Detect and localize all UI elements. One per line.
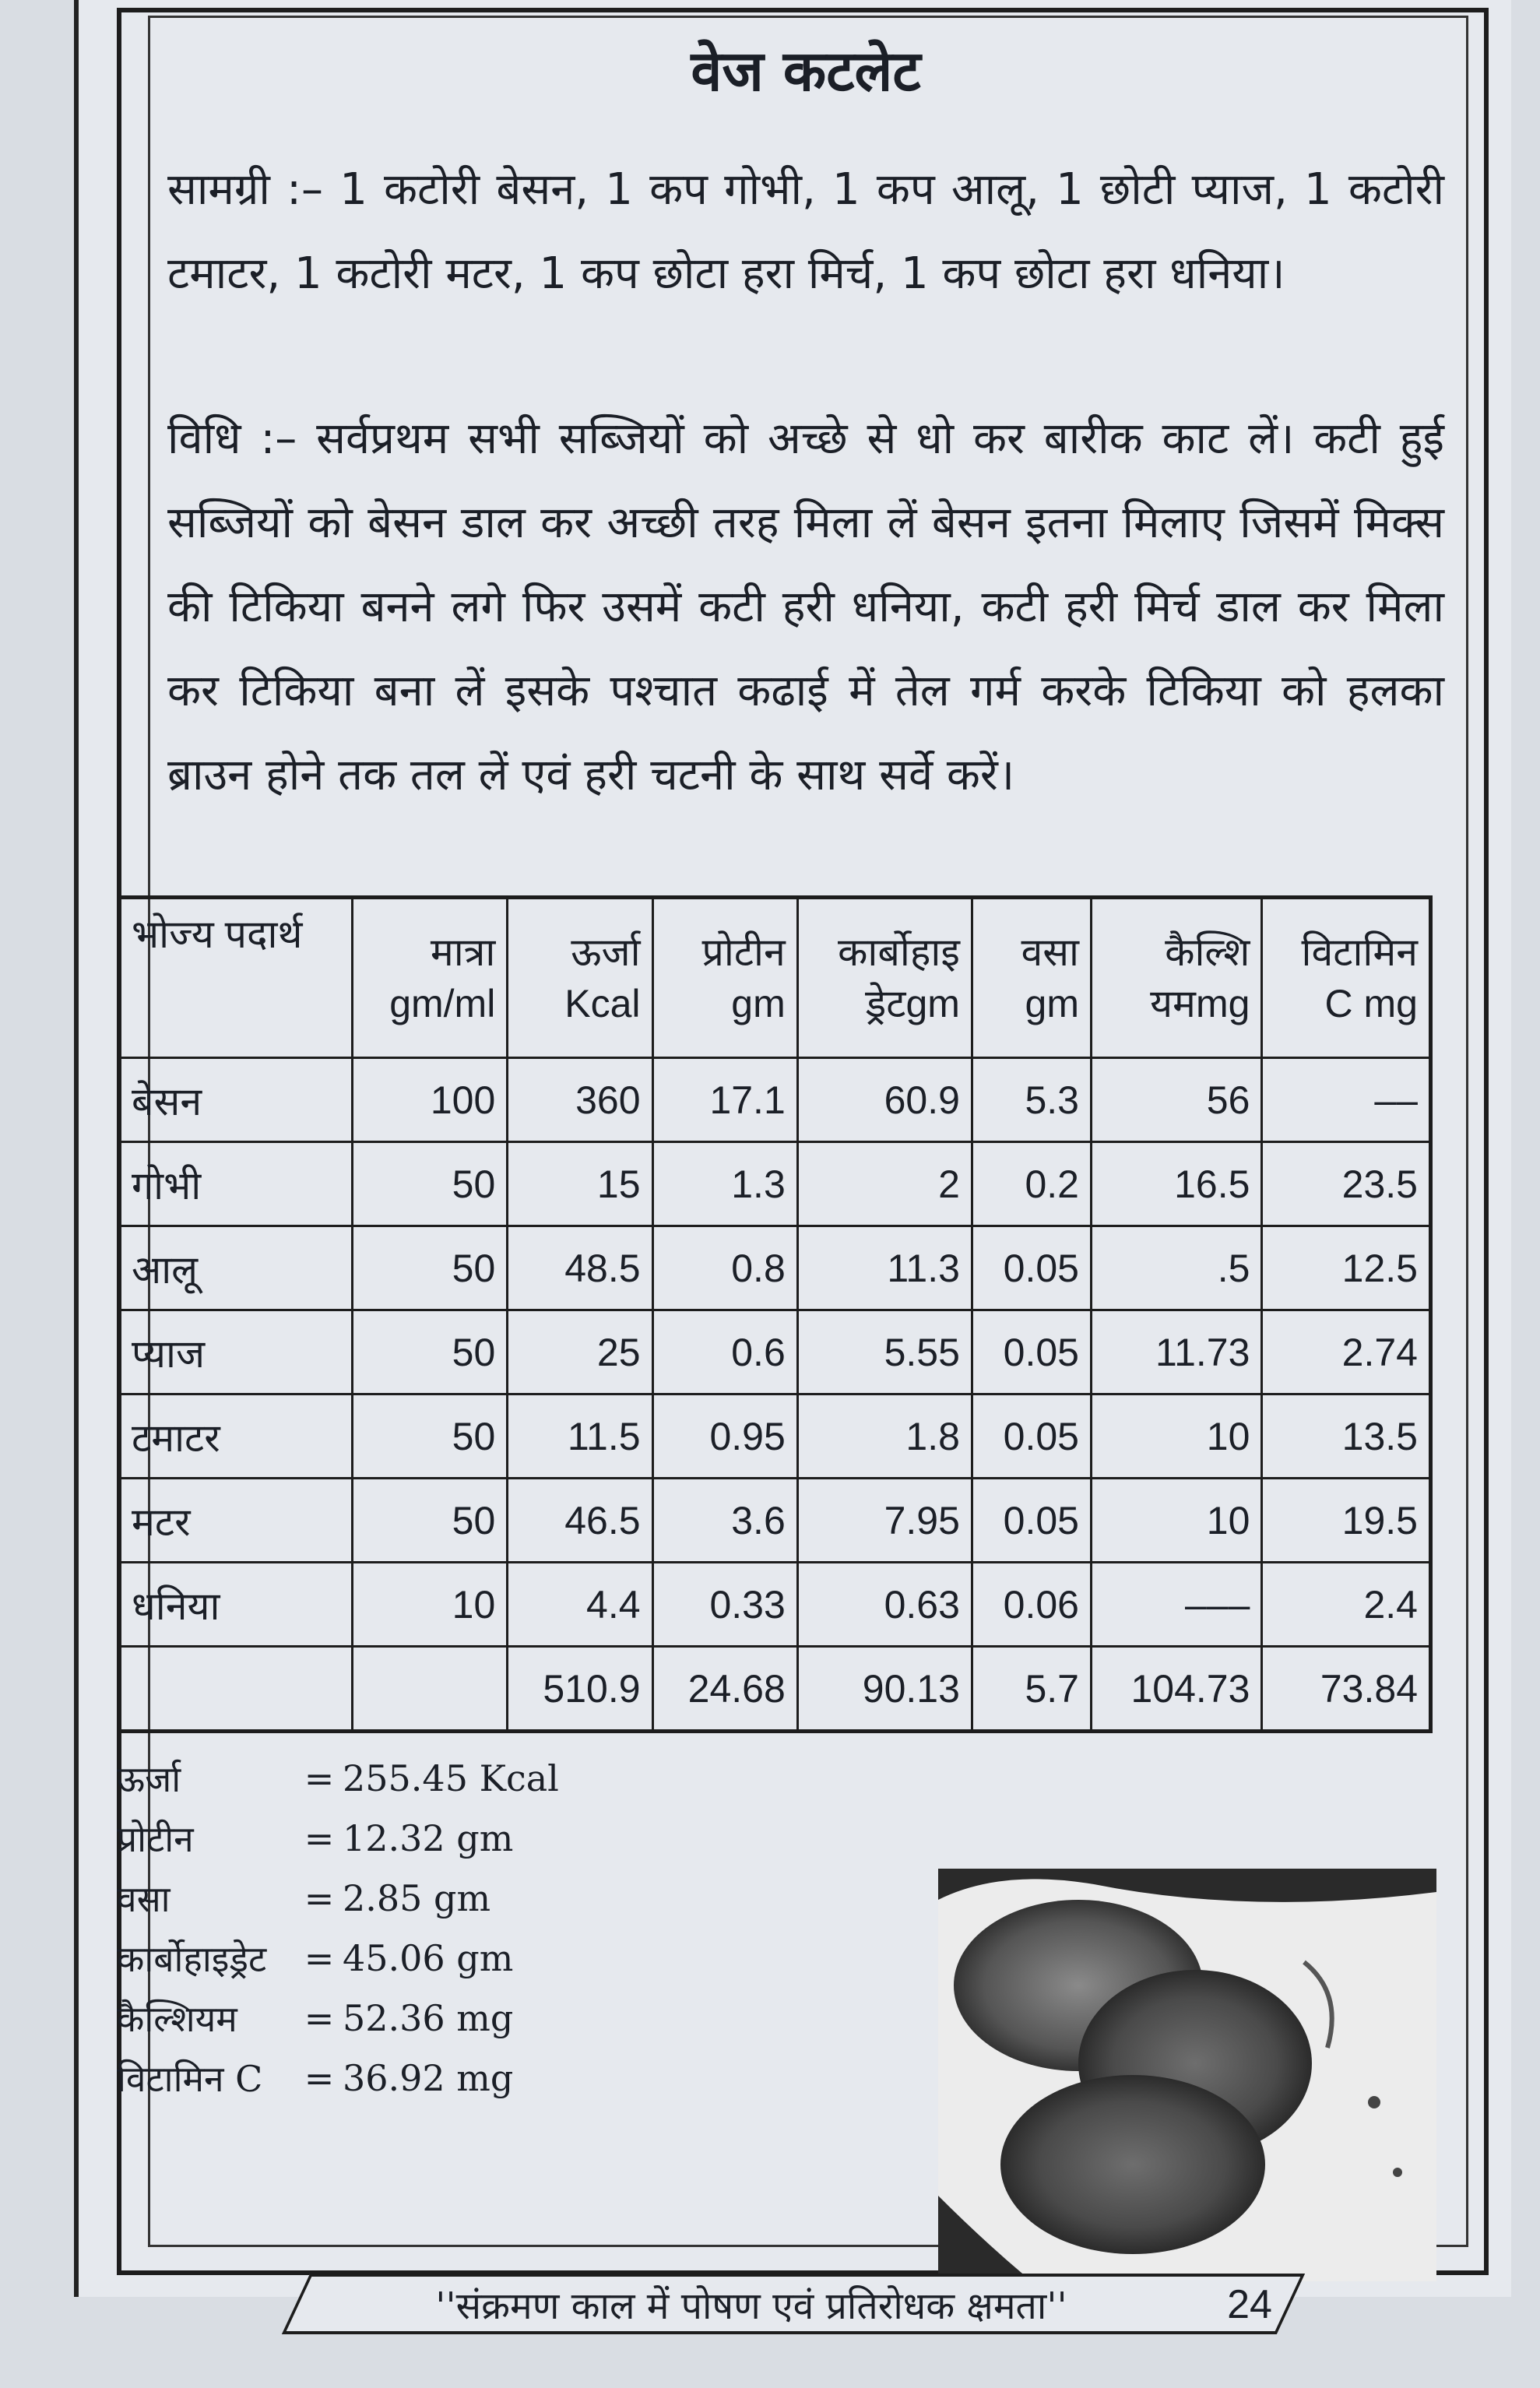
summary-row	[117, 1748, 662, 1808]
cell-fat: 0.2	[972, 1142, 1091, 1226]
table-total-row	[119, 1647, 1431, 1732]
cell-fat: 5.7	[972, 1647, 1091, 1732]
header-calcium	[1092, 898, 1262, 1058]
cell-energy: 11.5	[508, 1394, 652, 1479]
cell-food: धनिया	[119, 1563, 353, 1647]
cell-protein: 3.6	[652, 1479, 797, 1563]
summary-row	[117, 1928, 662, 1988]
header-food	[119, 898, 353, 1058]
cell-energy: 4.4	[508, 1563, 652, 1647]
cell-protein: 0.8	[652, 1226, 797, 1310]
cell-vitamin-c: 19.5	[1262, 1479, 1431, 1563]
cell-quantity: 50	[352, 1142, 507, 1226]
cell-energy: 15	[508, 1142, 652, 1226]
page-number: 24	[1227, 2282, 1272, 2327]
cell-calcium: 10	[1092, 1479, 1262, 1563]
cell-quantity	[352, 1647, 507, 1732]
table-header-row	[119, 898, 1431, 1058]
recipe-title: वेज कटलेट	[691, 37, 921, 104]
cell-energy: 360	[508, 1058, 652, 1142]
cell-calcium: 10	[1092, 1394, 1262, 1479]
cell-vitamin-c: 23.5	[1262, 1142, 1431, 1226]
cell-protein: 1.3	[652, 1142, 797, 1226]
header-quantity-label: मात्रा	[430, 930, 496, 974]
cell-carbohydrate: 1.8	[797, 1394, 972, 1479]
summary-row	[117, 1808, 662, 1868]
cell-carbohydrate: 2	[797, 1142, 972, 1226]
header-energy-unit: Kcal	[564, 982, 641, 1025]
cell-food: टमाटर	[119, 1394, 353, 1479]
cell-protein: 0.95	[652, 1394, 797, 1479]
header-fat	[972, 898, 1091, 1058]
cell-carbohydrate: 0.63	[797, 1563, 972, 1647]
cell-food: आलू	[119, 1226, 353, 1310]
header-calcium-label: कैल्शि	[1165, 930, 1250, 974]
cell-food: प्याज	[119, 1310, 353, 1394]
nutrition-table	[117, 895, 1433, 1733]
header-protein-unit: gm	[731, 982, 786, 1025]
summary-label: कैल्शियम	[117, 1997, 237, 2040]
equals-sign: =	[304, 1816, 335, 1859]
book-title-footer: ''संक्रमण काल में पोषण एवं प्रतिरोधक क्षमता''	[435, 2284, 1067, 2328]
header-carbohydrate	[797, 898, 972, 1058]
cell-calcium: 104.73	[1092, 1647, 1262, 1732]
summary-value: 12.32 gm	[343, 1816, 514, 1859]
summary-label: विटामिन C	[117, 2057, 263, 2100]
cell-quantity: 10	[352, 1563, 507, 1647]
summary-value: 52.36 mg	[343, 1996, 514, 2039]
table-row	[119, 1226, 1431, 1310]
cell-vitamin-c: 13.5	[1262, 1394, 1431, 1479]
cell-fat: 5.3	[972, 1058, 1091, 1142]
cell-carbohydrate: 5.55	[797, 1310, 972, 1394]
header-vitamin-c-label: विटामिन	[1301, 930, 1418, 974]
header-protein	[652, 898, 797, 1058]
summary-value: 255.45 Kcal	[343, 1757, 559, 1799]
header-food-label: भोज्य पदार्थ	[132, 913, 303, 956]
cell-quantity: 50	[352, 1226, 507, 1310]
cell-calcium: 16.5	[1092, 1142, 1262, 1226]
header-carbohydrate-label: कार्बोहाइ	[838, 930, 960, 974]
cell-carbohydrate: 7.95	[797, 1479, 972, 1563]
cell-food	[119, 1647, 353, 1732]
table-row	[119, 1479, 1431, 1563]
cell-calcium: 56	[1092, 1058, 1262, 1142]
summary-label: प्रोटीन	[117, 1817, 194, 1860]
cell-energy: 25	[508, 1310, 652, 1394]
table-row	[119, 1394, 1431, 1479]
summary-label: कार्बोहाइड्रेट	[117, 1937, 267, 1980]
cell-energy: 48.5	[508, 1226, 652, 1310]
cell-vitamin-c: 2.4	[1262, 1563, 1431, 1647]
cell-calcium: –––	[1092, 1563, 1262, 1647]
equals-sign: =	[304, 1876, 335, 1919]
equals-sign: =	[304, 1936, 335, 1979]
cell-vitamin-c: ––	[1262, 1058, 1431, 1142]
cell-protein: 24.68	[652, 1647, 797, 1732]
summary-row	[117, 1988, 662, 2048]
cell-protein: 0.6	[652, 1310, 797, 1394]
cutlet-illustration	[938, 1869, 1436, 2281]
cell-fat: 0.05	[972, 1310, 1091, 1394]
table-row	[119, 1142, 1431, 1226]
ingredients-text: सामग्री :– 1 कटोरी बेसन, 1 कप गोभी, 1 कप आलू, 1 छोटी प्याज, 1 कटोरी टमाटर, 1 कटोरी मटर, 1 कप छोटा हरा मिर्च, 1 कप छोटा हरा धनिया।	[167, 164, 1444, 299]
header-fat-label: वसा	[1021, 930, 1079, 974]
cell-protein: 17.1	[652, 1058, 797, 1142]
cutlet-photo	[938, 1869, 1436, 2281]
equals-sign: =	[304, 1996, 335, 2039]
header-vitamin-c	[1262, 898, 1431, 1058]
cell-quantity: 50	[352, 1479, 507, 1563]
cell-protein: 0.33	[652, 1563, 797, 1647]
nutrition-summary	[117, 1748, 662, 2108]
cell-carbohydrate: 90.13	[797, 1647, 972, 1732]
summary-value: 45.06 gm	[343, 1936, 514, 1979]
table-row	[119, 1058, 1431, 1142]
cell-fat: 0.06	[972, 1563, 1091, 1647]
cell-quantity: 50	[352, 1394, 507, 1479]
method-text: विधि :– सर्वप्रथम सभी सब्जियों को अच्छे से धो कर बारीक काट लें। कटी हुई सब्जियों को बेसन डाल कर अच्छी तरह मिला लें बेसन इतना मिलाए जिसमें मिक्स की टिकिया बनने लगे फिर उसमें कटी हरी धनिया, कटी हरी मिर्च डाल कर मिला कर टिकिया बना लें इसके पश्चात कढाई में तेल गर्म करके टिकिया को हलका ब्राउन होने तक तल लें एवं हरी चटनी के साथ सर्वे करें।	[167, 413, 1444, 800]
cell-vitamin-c: 73.84	[1262, 1647, 1431, 1732]
header-calcium-unit: यमmg	[1150, 982, 1250, 1025]
header-carbohydrate-unit: ड्रेटgm	[865, 982, 960, 1025]
summary-value: 2.85 gm	[343, 1876, 491, 1919]
table-row	[119, 1310, 1431, 1394]
cell-fat: 0.05	[972, 1226, 1091, 1310]
cell-energy: 510.9	[508, 1647, 652, 1732]
cell-food: बेसन	[119, 1058, 353, 1142]
cell-calcium: 11.73	[1092, 1310, 1262, 1394]
cell-carbohydrate: 11.3	[797, 1226, 972, 1310]
cell-energy: 46.5	[508, 1479, 652, 1563]
header-vitamin-c-unit: C mg	[1324, 982, 1418, 1025]
cell-vitamin-c: 12.5	[1262, 1226, 1431, 1310]
equals-sign: =	[304, 2056, 335, 2099]
table-row	[119, 1563, 1431, 1647]
cutlet-3	[1000, 2075, 1265, 2254]
cell-carbohydrate: 60.9	[797, 1058, 972, 1142]
summary-row	[117, 2048, 662, 2108]
cell-fat: 0.05	[972, 1394, 1091, 1479]
summary-value: 36.92 mg	[343, 2056, 514, 2099]
cell-food: मटर	[119, 1479, 353, 1563]
equals-sign: =	[304, 1757, 335, 1799]
header-energy	[508, 898, 652, 1058]
header-energy-label: ऊर्जा	[571, 930, 641, 974]
header-quantity-unit: gm/ml	[389, 982, 496, 1025]
cell-quantity: 50	[352, 1310, 507, 1394]
summary-row	[117, 1868, 662, 1928]
cell-vitamin-c: 2.74	[1262, 1310, 1431, 1394]
summary-label: ऊर्जा	[117, 1757, 181, 1800]
cell-food: गोभी	[119, 1142, 353, 1226]
summary-label: वसा	[117, 1877, 171, 1920]
header-protein-label: प्रोटीन	[701, 930, 786, 974]
cell-calcium: .5	[1092, 1226, 1262, 1310]
cell-fat: 0.05	[972, 1479, 1091, 1563]
cell-quantity: 100	[352, 1058, 507, 1142]
header-quantity	[352, 898, 507, 1058]
header-fat-unit: gm	[1025, 982, 1079, 1025]
